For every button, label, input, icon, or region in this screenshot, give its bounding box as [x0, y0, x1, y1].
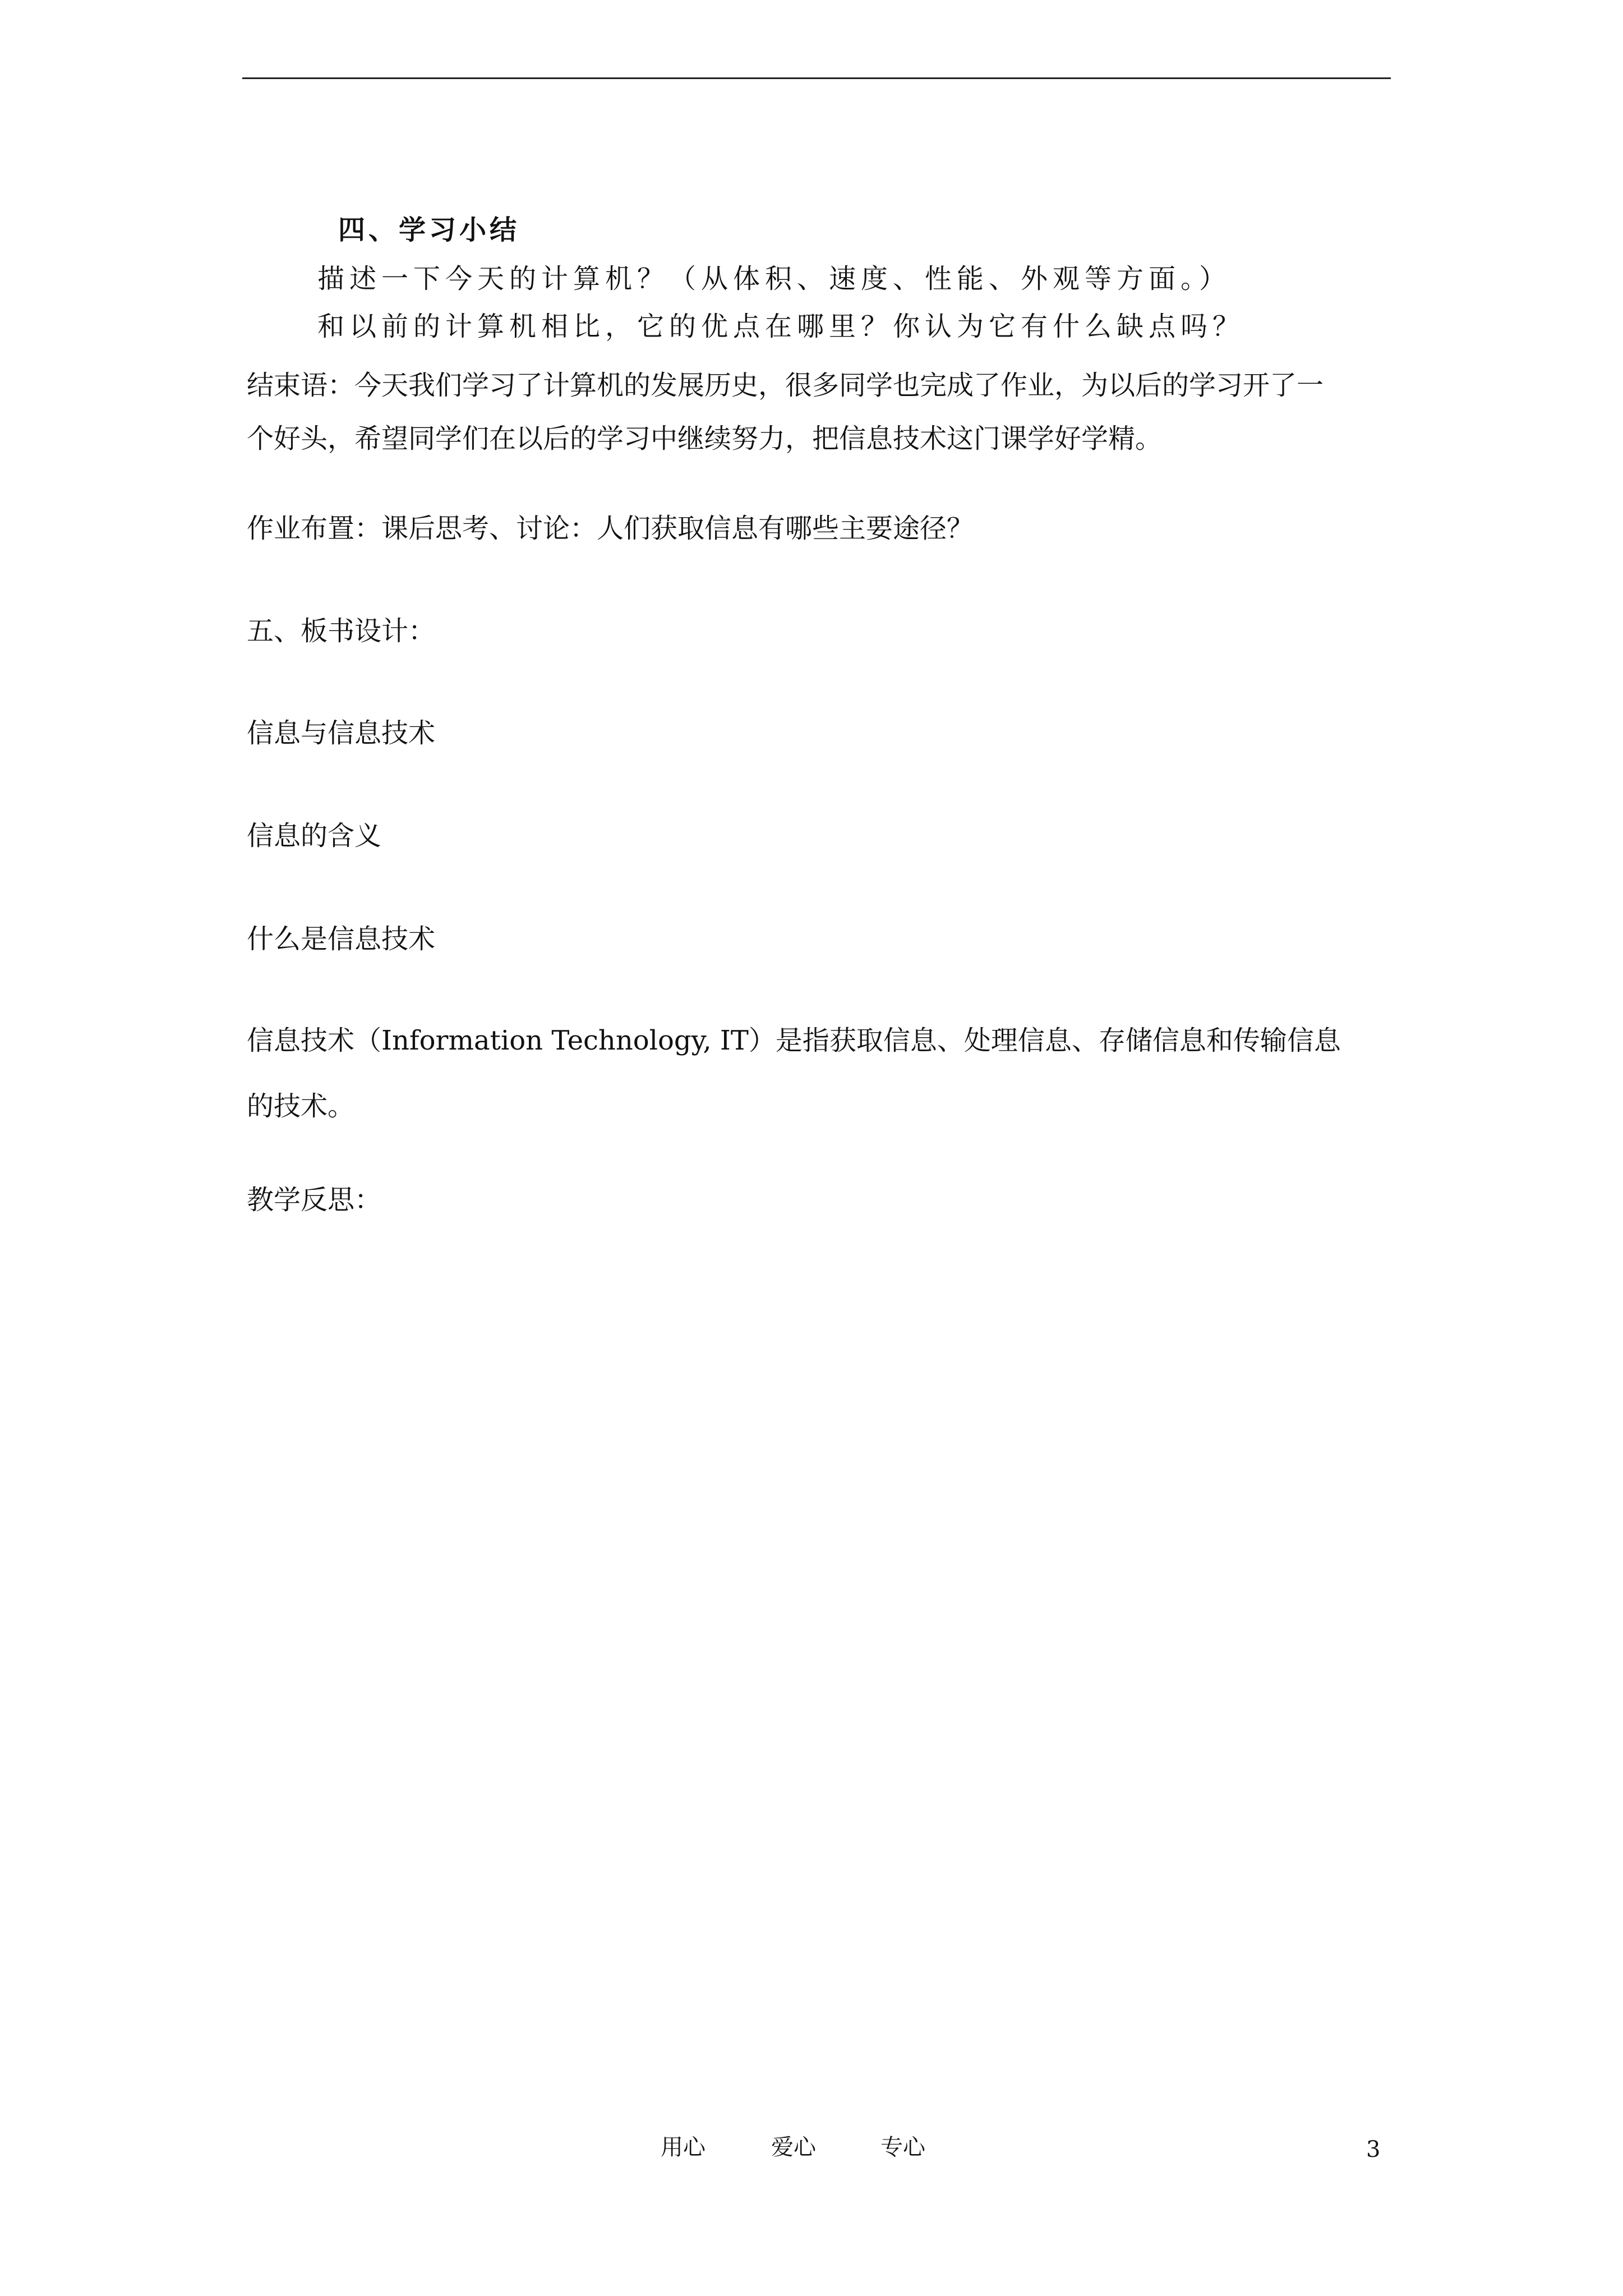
footer-motto-3: 专心 [880, 2134, 925, 2160]
closing-line-2: 个好头，希望同学们在以后的学习中继续努力，把信息技术这门课学好学精。 [247, 423, 1163, 454]
page-number: 3 [1366, 2137, 1381, 2162]
closing-line-1: 结束语：今天我们学习了计算机的发展历史，很多同学也完成了作业，为以后的学习开了一 [247, 370, 1324, 401]
footer-motto-1: 用心 [661, 2134, 706, 2160]
summary-heading: 四、学习小结 [338, 214, 520, 246]
board-item-1: 信息与信息技术 [247, 717, 436, 749]
summary-question-1: 描述一下今天的计算机？（从体积、速度、性能、外观等方面。） [317, 263, 1232, 295]
definition-line-2: 的技术。 [247, 1091, 355, 1122]
definition-line-1: 信息技术（Information Technology, IT）是指获取信息、处理信息、存储信息和传输信息 [247, 1025, 1341, 1056]
footer-motto-2: 爱心 [771, 2134, 816, 2160]
board-item-3: 什么是信息技术 [247, 923, 436, 955]
header-rule [242, 77, 1391, 79]
homework: 作业布置：课后思考、讨论：人们获取信息有哪些主要途径？ [247, 513, 974, 544]
board-design-heading: 五、板书设计： [247, 615, 436, 647]
reflection: 教学反思： [247, 1184, 382, 1216]
summary-question-2: 和以前的计算机相比，它的优点在哪里？你认为它有什么缺点吗？ [317, 311, 1245, 342]
board-item-2: 信息的含义 [247, 820, 382, 852]
